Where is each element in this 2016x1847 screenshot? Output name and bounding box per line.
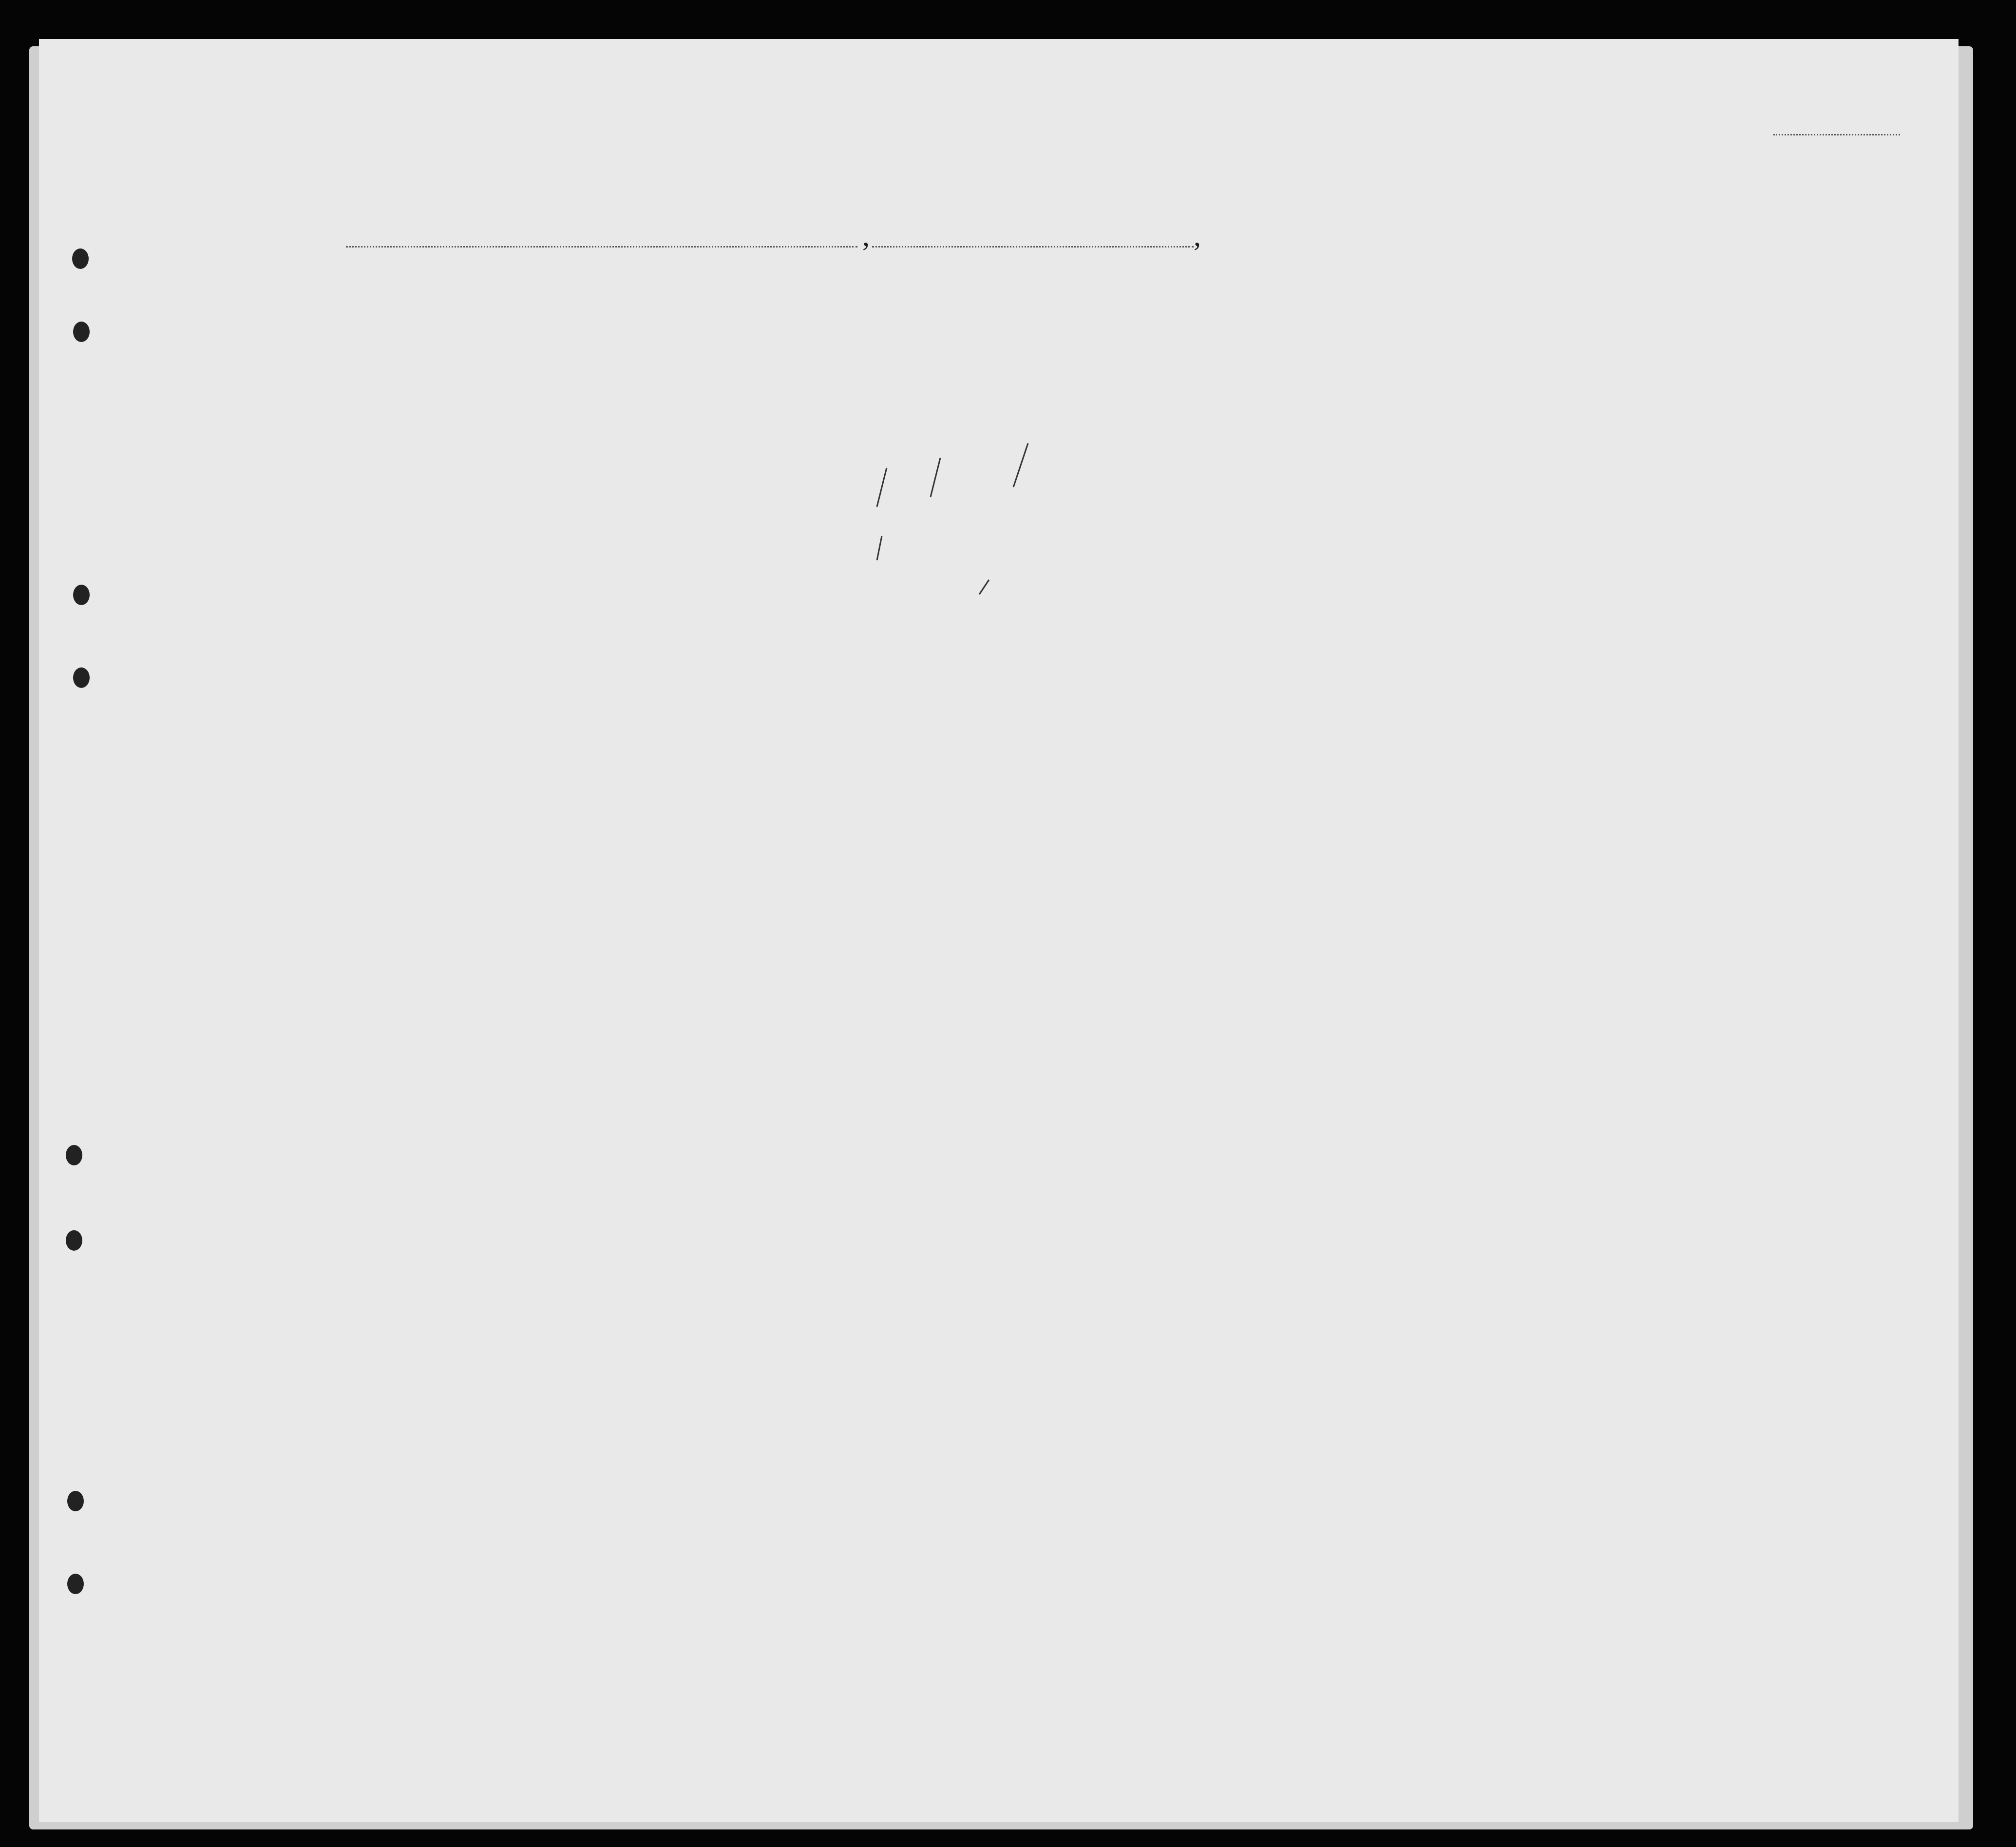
- col28-header: [1374, 331, 1420, 443]
- comma-separator: ,: [1194, 220, 1201, 252]
- col29-header: [1427, 331, 1457, 443]
- comma-separator: ,: [862, 220, 870, 252]
- handwritten-check-marks: [867, 438, 1043, 599]
